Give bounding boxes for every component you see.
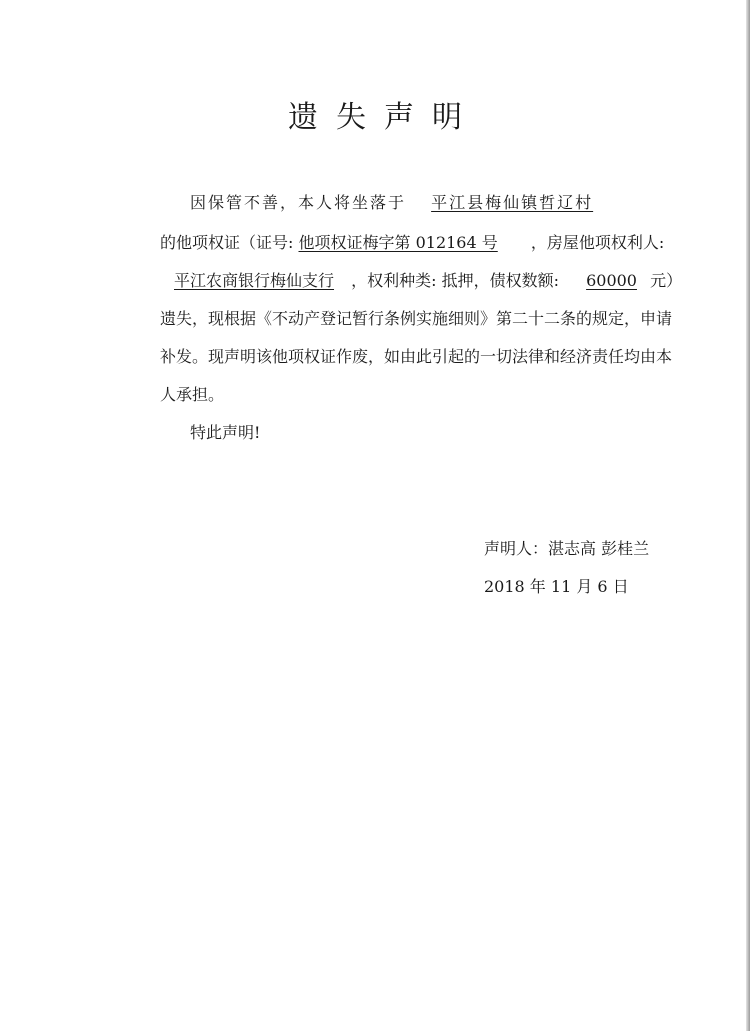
line2-prefix: 的他项权证（证号: xyxy=(160,233,294,252)
property-location: 平江县梅仙镇哲辽村 xyxy=(431,193,594,212)
line1-prefix: 因保管不善，本人将坐落于 xyxy=(190,193,407,212)
amount-suffix: 元） xyxy=(650,271,683,290)
certificate-number: 他项权证梅字第 012164 号 xyxy=(298,233,498,252)
paragraph-line-5: 补发。现声明该他项权证作废，如由此引起的一切法律和经济责任均由本 xyxy=(160,347,673,366)
claim-amount: 60000 xyxy=(586,271,637,290)
right-holder: 平江农商银行梅仙支行 xyxy=(174,271,335,290)
line2-suffix: ，房屋他项权利人: xyxy=(530,233,665,252)
document-title: 遗失声明 xyxy=(288,100,480,135)
declarant: 声明人：湛志高 彭桂兰 xyxy=(484,539,650,558)
declaration-date: 2018 年 11 月 6 日 xyxy=(484,577,629,596)
paragraph-line-2 xyxy=(160,230,664,253)
page-edge xyxy=(746,0,750,1031)
paragraph-line-3 xyxy=(160,268,682,291)
paragraph-line-4: 遗失，现根据《不动产登记暂行条例实施细则》第二十二条的规定，申请 xyxy=(160,309,673,328)
closing-statement: 特此声明! xyxy=(190,423,261,442)
paragraph-line-1 xyxy=(190,190,593,213)
rights-type-text: ，权利种类: 抵押，债权数额: xyxy=(351,271,559,290)
paragraph-line-6: 人承担。 xyxy=(160,385,225,404)
